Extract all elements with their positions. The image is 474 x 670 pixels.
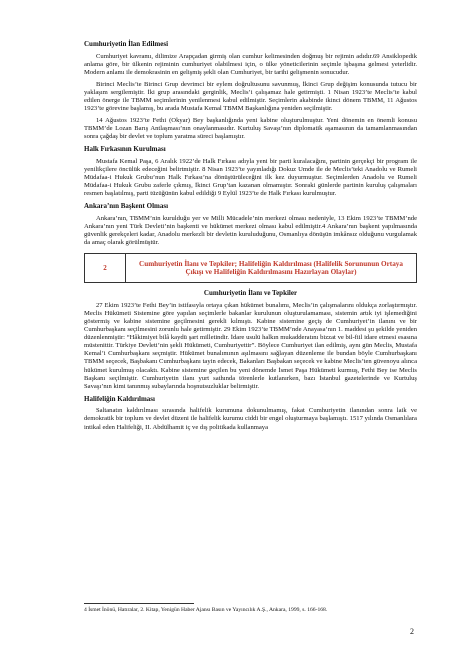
- document-body: [84, 40, 417, 436]
- paragraph: Cumhuriyet kavramı, dilimize Arapçadan girmiş olan cumhur kelimesinden doğmuş bir rejimin adıdır.69 Ansiklopedik anlama göre, bir ülkenin rejiminin cumhuriyet olabilmesi için, o ülke yöneticilerinin seçimle işbaşına gelmesi yeterlidir. Modern anlamı ile demokrasinin en gelişmiş şekli olan Cumhuriyet, bir tarihi gelişmenin sonucudur.: [84, 52, 417, 76]
- paragraph: Birinci Meclis’te Birinci Grup devrimci bir eylem doğrultusunu savunmuş, İkinci Grup değişim konusunda tutucu bir yaklaşım sergilemiştir. İki grup arasındaki gerginlik, Meclis’i çalışamaz hale getirmişti. 1 Nisan 1923’te Meclis’te kabul edilen önerge ile TBMM seçimlerinin yenilenmesi kabul edilmiştir. Seçimlerin akabinde ikinci dönem TBMM, 11 Ağustos 1923’te görevine başlamış, bu arada Mustafa Kemal TBMM Başkanlığına yeniden seçilmiştir.: [84, 80, 417, 113]
- section-heading-halk-firkasi: Halk Fırkasının Kurulması: [84, 145, 166, 154]
- section-heading-ankara-baskent: Ankara’nın Başkent Olması: [84, 202, 169, 211]
- paragraph: 27 Ekim 1923’te Fethi Bey’in istifasıyla ortaya çıkan hükümet bunalımı, Meclis’in çalışmalarını oldukça zorlaştırmıştır. Meclis Hükümeti Sistemine göre yapılan seçimlerle bakanlar kurulunun oluşturulamaması, sistemin artık iyi işlemediğini göstermiş ve kabine sistemine geçilmesini gerekli kılmıştı. Kabine sistemine geçiş de Cumhuriyet’in ilanını ve bir Cumhurbaşkanı seçilmesini zorunlu hale getirmiştir. 29 Ekim 1923’te TBMM’nde Anayasa’nın 1. maddesi şu şekilde yeniden düzenlenmiştir: “Hâkimiyet bilâ kaydü şart milletindir. İdare usulü halkın mukadderatını bizzat ve bil-fiil idare etmesi esasına müstenittir. Türkiye Devleti’nin şekli Hükümeti, Cumhuriyettir”. Böylece Cumhuriyet ilan edilmiş, aynı gün Meclis, Mustafa Kemal’i Cumhurbaşkanı seçmiştir. Hükümet bunalımının aşılmasını sağlayan düzenleme ile bundan böyle Cumhurbaşkanı TBMM seçecek, Başbakanı Cumhurbaşkanı tayin edecek, Bakanları Başbakan seçecek ve kabine Meclis’ten güvenoyu alınca hükümet kurulmuş olacaktı. Kabine sistemine geçilen bu yeni dönemde İsmet Paşa Hükümeti kurmuş, Fethi Bey ise Meclis Başkanı seçilmiştir. Cumhuriyetin ilanı yurt sathında törenlerle kutlanırken, bazı İstanbul gazetelerinde ve Kurtuluş Savaşı’nın kimi tanınmış subaylarında hoşnutsuzluklar belirmiştir.: [84, 301, 417, 390]
- section-heading-cumhuriyetin-ilan-edilmesi: Cumhuriyetin İlan Edilmesi: [84, 40, 169, 48]
- unit-title: Cumhuriyetin İlanı ve Tepkiler; Halifeliğin Kaldırılması (Halifelik Sorununun Ortaya Çıkışı ve Halifeliğin Kaldırılmasını Hazırlayan Olaylar): [139, 259, 403, 277]
- footnote: 4 İsmet İnönü, Hatıralar, 2. Kitap, Yenigün Haber Ajansı Basın ve Yayıncılık A.Ş., Ankara, 1999, s. 166-168.: [84, 607, 328, 613]
- unit-number: 2: [85, 254, 126, 282]
- paragraph: 14 Ağustos 1923’te Fethi (Okyar) Bey başkanlığında yeni kabine oluşturulmuştur. Yeni dönemin en önemli konusu TBMM’de Lozan Barış Antlaşması’nın onaylanmasıdır. Kurtuluş Savaşı’nın diplomatik aşamasının da tamamlanmasından sonra çağdaş bir devlet ve toplum yaratma süreci başlamıştır.: [84, 117, 417, 141]
- paragraph: Mustafa Kemal Paşa, 6 Aralık 1922’de Halk Fırkası adıyla yeni bir parti kuralacağını, partinin gerçekçi bir program ile yenilikçilere öncülük edeceğini belirtmiştir. 8 Nisan 1923’te yayınladığı Dokuz Umde ile de Meclis’teki Anadolu ve Rumeli Müdafaa-i Hukuk Grubu’nun Halk Fırkası’na dönüştürüleceğini ilk kez duyurmuştur. Seçimlerden Anadolu ve Rumeli Müdafaa-i Hukuk Grubu zaferle çıkmış, İkinci Grup’tan kazanan olmamıştır. Sonraki günlerde partinin kuruluş çalışmaları resmen başlatılmış, parti tüzüğünün kabul edildiği 9 Eylül 1923’te de Halk Fırkası kurulmuştur.: [84, 157, 417, 198]
- page-number: 2: [410, 627, 414, 636]
- unit-title-box: [84, 253, 417, 283]
- section-heading-cumhuriyetin-ilani: Cumhuriyetin İlanı ve Tepkiler: [203, 289, 298, 298]
- paragraph: Saltanatın kaldırılması sırasında halifelik kurumuna dokunulmamış, fakat Cumhuriyetin ilanından sonra laik ve demokratik bir toplum ve devlet düzeni ile halifelik kurumu ciddi bir engel oluşturmaya başlamıştı. 1517 yılında Osmanlılara intikal eden Halifeliği, II. Abdülhamit iç ve dış politikada kullanmaya: [84, 407, 417, 431]
- footnote-divider: [84, 603, 194, 604]
- paragraph: Ankara’nın, TBMM’nin kurulduğu yer ve Milli Mücadele’nin merkezi olması nedeniyle, 13 Ekim 1923’te TBMM’nde Ankara’nın yeni Türk Devleti’nin başkenti ve hükümet merkezi olması kabul edilmiştir.4 Ankara’nın başkent yapılmasında güvenlik gerekçeleri kadar, Anadolu merkezli bir devletin kuruluduğunu, Osmanlıya dönüşün imkânsız olduğunu vurgulamak da amaç olarak görülmüştür.: [84, 214, 417, 247]
- section-heading-halifeligin-kaldirilmasi: Halifeliğin Kaldırılması: [84, 394, 155, 403]
